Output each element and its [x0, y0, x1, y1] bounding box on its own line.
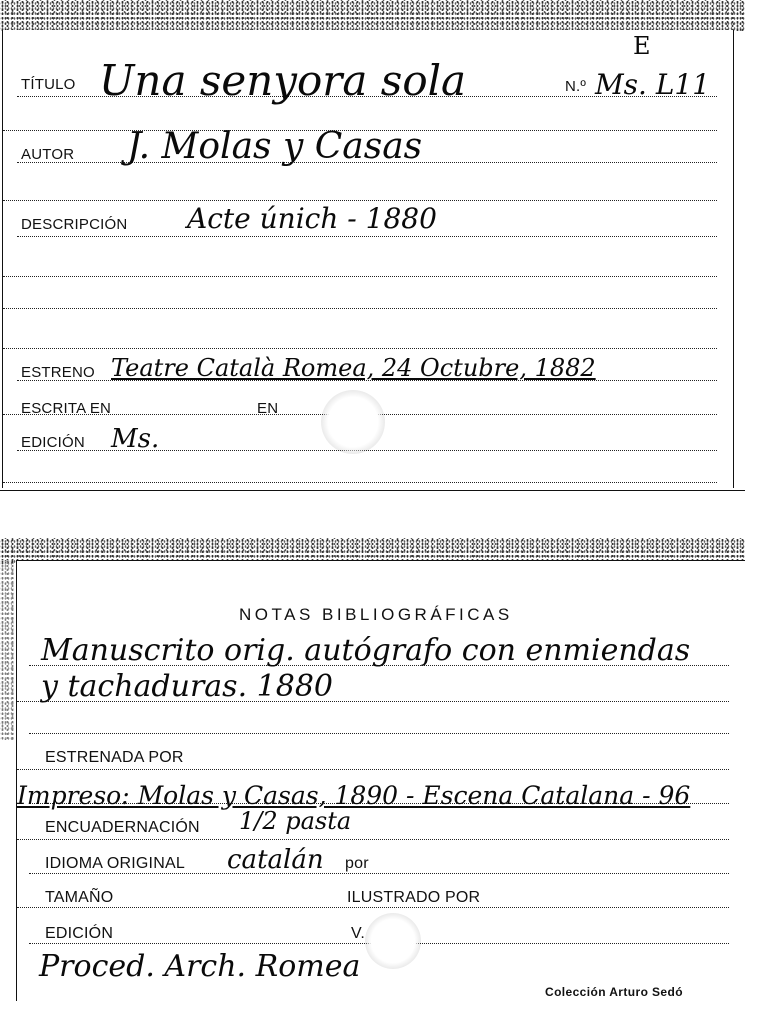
rule: [3, 482, 717, 483]
catalog-card-main: [2, 30, 734, 488]
scan-noise-top: [0, 0, 745, 32]
numero-mark: E: [633, 32, 651, 60]
stamp-circle-2: [365, 913, 421, 969]
rule: [29, 733, 729, 734]
rule: [17, 839, 729, 840]
rule: [3, 308, 717, 309]
rule: [17, 769, 729, 770]
notas-title: NOTAS BIBLIOGRÁFICAS: [239, 605, 513, 624]
rule: [3, 276, 717, 277]
por-label: por: [345, 855, 369, 872]
ilustrado-label: ILUSTRADO POR: [347, 889, 481, 906]
descripcion-value: Acte únich - 1880: [187, 202, 437, 235]
encuadernacion-value: 1/2 pasta: [239, 807, 352, 835]
numero-label: N.º: [565, 78, 587, 95]
idioma-value: catalán: [227, 845, 324, 875]
stamp-circle: [321, 390, 385, 454]
idioma-label: IDIOMA ORIGINAL: [45, 855, 185, 872]
rule: [17, 236, 717, 237]
impreso-value: Impreso: Molas y Casas, 1890 - Escena Catalana - 96: [17, 781, 691, 810]
rule: [3, 200, 717, 201]
notas-line-2: y tachaduras. 1880: [41, 669, 334, 704]
scan-noise-left-edge: [0, 560, 14, 740]
edicion-label: EDICIÓN: [21, 434, 85, 451]
escrita-label: ESCRITA EN: [21, 400, 112, 417]
edicion-label-2: EDICIÓN: [45, 925, 114, 942]
rule: [29, 873, 729, 874]
descripcion-label: DESCRIPCIÓN: [21, 216, 128, 233]
numero-value: Ms. L11: [595, 68, 711, 101]
notas-line-1: Manuscrito orig. autógrafo con enmiendas: [41, 633, 691, 668]
v-label: V.: [351, 925, 366, 942]
rule: [17, 907, 729, 908]
catalog-card-notes: [16, 560, 745, 1001]
edicion-value: Ms.: [111, 424, 160, 454]
encuadernacion-label: ENCUADERNACIÓN: [45, 819, 200, 836]
en-label: EN: [257, 400, 279, 417]
estreno-value: Teatre Català Romea, 24 Octubre, 1882: [111, 354, 596, 382]
rule: [3, 348, 717, 349]
coleccion-footer: Colección Arturo Sedó: [545, 985, 683, 999]
estrenada-label: ESTRENADA POR: [45, 749, 184, 766]
estreno-label: ESTRENO: [21, 364, 95, 381]
titulo-label: TÍTULO: [21, 76, 76, 93]
titulo-value: Una senyora sola: [99, 56, 467, 105]
proced-value: Proced. Arch. Romea: [39, 949, 361, 984]
tamano-label: TAMAÑO: [45, 889, 114, 906]
autor-label: AUTOR: [21, 146, 75, 163]
card-divider: [0, 490, 745, 491]
autor-value: J. Molas y Casas: [127, 126, 423, 167]
